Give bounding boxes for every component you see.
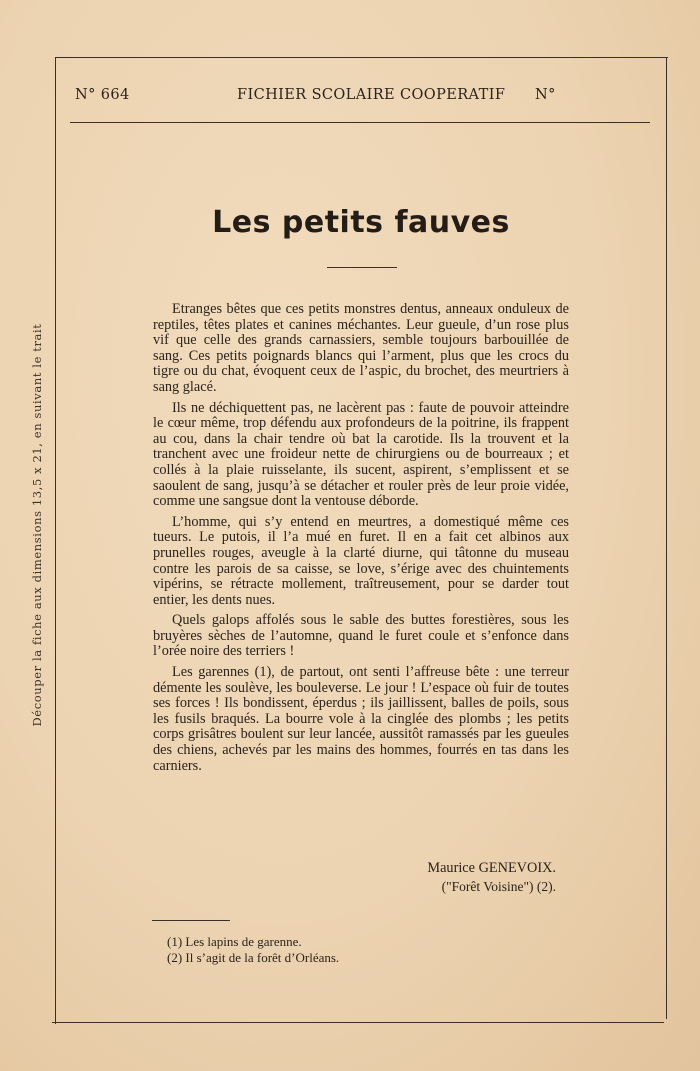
page-title: Les petits fauves: [212, 205, 510, 240]
card-frame-top: [55, 57, 668, 58]
footnote: (2) Il s’agit de la forêt d’Orléans.: [167, 950, 340, 965]
paragraph: L’homme, qui s’y entend en meurtres, a domestiqué même ces tueurs. Le putois, il l’a mué en furet. Il en a fait cet albinos aux prunelles rouges, aveugle à la clarté diurne, qui tâtonne du museau contre les parois de sa caisse, se love, s’érige avec des chuintements vipérins, se rétracte mollement, traîtreusement, pour se darder tout entier, les dents nues.: [153, 513, 569, 608]
paragraph: Les garennes (1), de partout, ont senti l’affreuse bête : une terreur démente les soulève, les bouleverse. Le jour ! L’espace où fuir de toutes ses forces ! Ils bondissent, éperdus ; ils jaillissent, balles de poils, sous les fusils braqués. La bourre vole à la cinglée des plombs ; les petits corps grisâtres boulent sur leur lancée, aussitôt ramassés par les gueules des chiens, achevés par les mains des hommes, fourrés en tas dans les carniers.: [153, 664, 569, 774]
paragraph: Quels galops affolés sous le sable des buttes forestières, sous les bruyères sèches de l’automne, quand le furet coule et s’enfonce dans l’orée noire des terriers !: [153, 612, 569, 660]
paragraph: Ils ne déchiquettent pas, ne lacèrent pas : faute de pouvoir atteindre le cœur même, trop défendu aux profondeurs de la poitrine, ils frappent au cou, dans la chair tendre où bat la carotide. Ils la trouvent et la tranchent avec une froideur nette de chirurgiens ou de bourreaux ; et collés à la plaie ruisselante, ils sucent, aspirent, s’emplissent et se saoulent de sang, jusqu’à se détacher et rouler près de leur proie vidée, comme une sangsue dont la ventouse déborde.: [153, 399, 569, 510]
source-citation: ("Forêt Voisine") (2).: [441, 879, 556, 894]
footnote-rule: [152, 920, 230, 921]
cutting-instruction: Découper la fiche aux dimensions 13,5 x 21, en suivant le trait: [30, 323, 44, 727]
header-rule: [70, 122, 650, 123]
card-frame-bottom: [52, 1022, 664, 1023]
card-number: N° 664: [75, 87, 130, 103]
paragraph: Etranges bêtes que ces petits monstres dentus, anneaux onduleux de reptiles, têtes plates et canines méchantes. Leur gueule, d’un rose plus vif que celle des grands carnassiers, semble toujours barbouillée de sang. Ces petits poignards blancs qui l’arment, plus que les crocs du tigre ou du chat, évoquent ceux de l’aspic, du brochet, des meurtriers à sang glacé.: [153, 301, 569, 395]
card-frame-right: [666, 57, 667, 1019]
author-signature: Maurice GENEVOIX.: [427, 860, 556, 876]
text-body: [153, 302, 569, 779]
title-rule: [327, 267, 397, 268]
footnote: (1) Les lapins de garenne.: [167, 934, 302, 949]
card-number-right: N°: [535, 87, 556, 103]
card-frame-left: [55, 57, 56, 1024]
header-title: FICHIER SCOLAIRE COOPERATIF: [237, 87, 506, 103]
